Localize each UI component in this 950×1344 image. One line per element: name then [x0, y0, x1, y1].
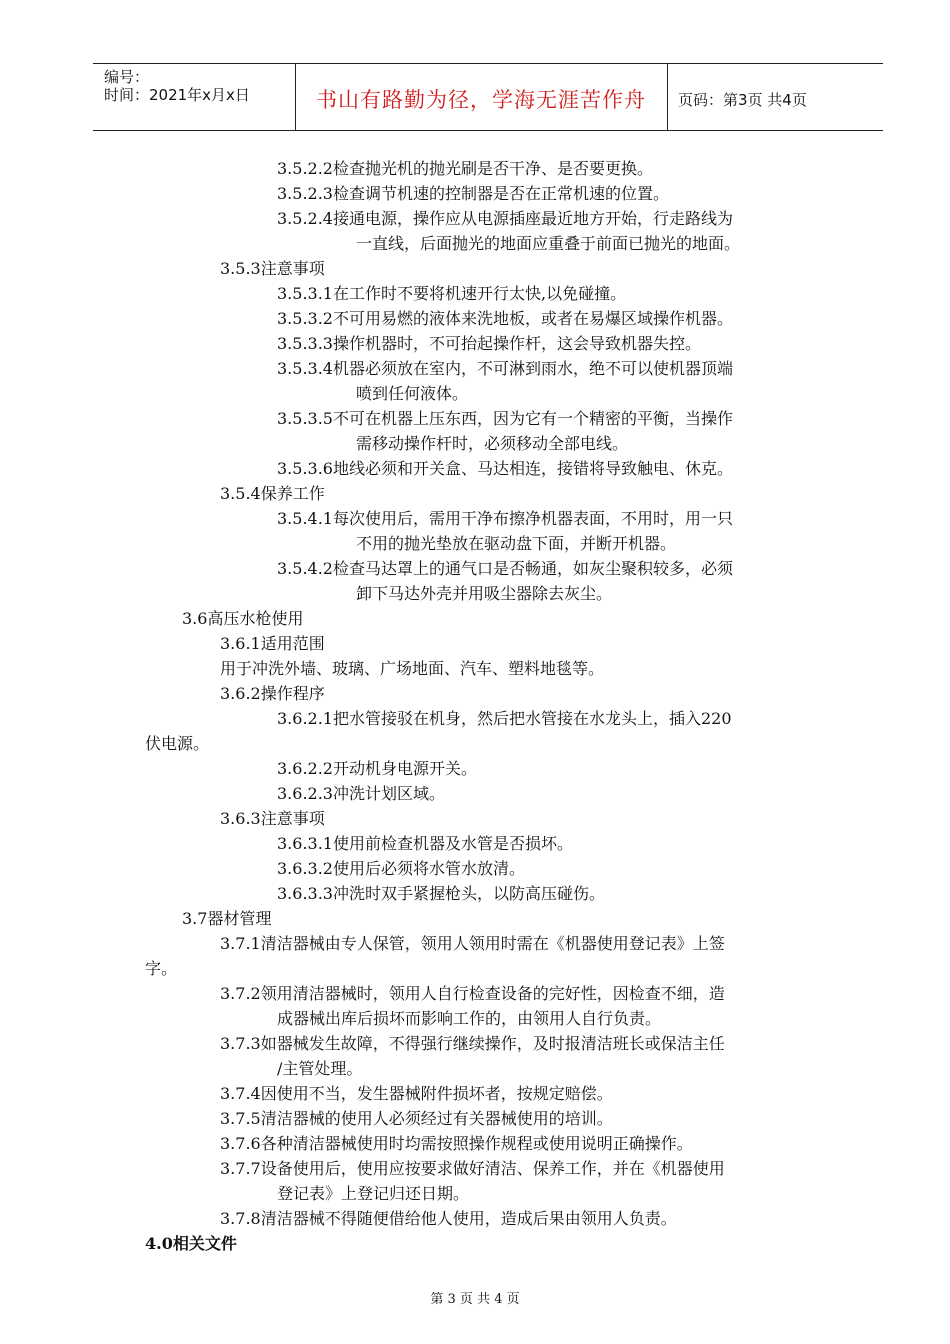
- text-line: 3.6.3.2使用后必须将水管水放清。: [277, 859, 525, 878]
- text-line: 不用的抛光垫放在驱动盘下面，并断开机器。: [356, 534, 677, 553]
- text-line: 3.7.7设备使用后，使用应按要求做好清洁、保养工作，并在《机器使用: [220, 1159, 725, 1178]
- text-line: 3.6.3.3冲洗时双手紧握枪头，以防高压碰伤。: [277, 884, 605, 903]
- text-line: 3.5.2.4接通电源，操作应从电源插座最近地方开始，行走路线为: [277, 209, 733, 228]
- text-line: 3.7.4因使用不当，发生器械附件损坏者，按规定赔偿。: [220, 1084, 613, 1103]
- text-line: 3.5.4.2检查马达罩上的通气口是否畅通，如灰尘聚积较多，必须: [277, 559, 733, 578]
- text-line: 3.5.3.1在工作时不要将机速开行太快,以免碰撞。: [277, 284, 627, 303]
- text-line: /主管处理。: [277, 1059, 363, 1078]
- text-line: 3.7.6各种清洁器械使用时均需按照操作规程或使用说明正确操作。: [220, 1134, 693, 1153]
- text-line: 3.5.2.3检查调节机速的控制器是否在正常机速的位置。: [277, 184, 669, 203]
- text-line: 成器械出库后损坏而影响工作的，由领用人自行负责。: [277, 1009, 662, 1028]
- section-heading: 3.5.3注意事项: [220, 259, 325, 278]
- text-line: 一直线，后面抛光的地面应重叠于前面已抛光的地面。: [356, 234, 741, 253]
- text-line: 3.7.3如器械发生故障，不得强行继续操作，及时报清洁班长或保洁主任: [220, 1034, 725, 1053]
- chapter-heading: 4.0相关文件: [145, 1234, 237, 1253]
- text-line: 3.7.5清洁器械的使用人必须经过有关器械使用的培训。: [220, 1109, 613, 1128]
- text-line: 3.7.1清洁器械由专人保管，领用人领用时需在《机器使用登记表》上签: [220, 934, 725, 953]
- text-line: 3.7.2领用清洁器械时，领用人自行检查设备的完好性，因检查不细，造: [220, 984, 725, 1003]
- text-line: 3.5.3.5不可在机器上压东西，因为它有一个精密的平衡，当操作: [277, 409, 733, 428]
- section-heading: 3.6高压水枪使用: [182, 609, 304, 628]
- text-line: 3.5.3.3操作机器时，不可抬起操作杆，这会导致机器失控。: [277, 334, 701, 353]
- section-heading: 3.6.3注意事项: [220, 809, 325, 828]
- text-line: 喷到任何液体。: [356, 384, 469, 403]
- text-line: 登记表》上登记归还日期。: [277, 1184, 470, 1203]
- text-line: 3.5.4.1每次使用后，需用干净布擦净机器表面，不用时，用一只: [277, 509, 733, 528]
- header-divider-right: [667, 64, 668, 130]
- page-footer: 第 3 页 共 4 页: [430, 1292, 520, 1307]
- text-line: 3.6.2.1把水管接驳在机身，然后把水管接在水龙头上，插入220: [277, 709, 732, 728]
- header-motto: 书山有路勤为径，学海无涯苦作舟: [316, 88, 646, 112]
- text-line: 3.5.2.2检查抛光机的抛光刷是否干净、是否要更换。: [277, 159, 653, 178]
- text-line: 3.5.3.6地线必须和开关盒、马达相连，接错将导致触电、休克。: [277, 459, 733, 478]
- section-heading: 3.6.2操作程序: [220, 684, 325, 703]
- section-heading: 3.7器材管理: [182, 909, 272, 928]
- text-line: 用于冲洗外墙、玻璃、广场地面、汽车、塑料地毯等。: [220, 659, 605, 678]
- text-line: 伏电源。: [145, 734, 210, 753]
- text-line: 3.6.3.1使用前检查机器及水管是否损坏。: [277, 834, 573, 853]
- text-line: 字。: [145, 959, 178, 978]
- section-heading: 3.5.4保养工作: [220, 484, 325, 503]
- text-line: 3.6.2.3冲洗计划区域。: [277, 784, 445, 803]
- header-top-rule: [93, 63, 883, 64]
- section-heading: 3.6.1适用范围: [220, 634, 325, 653]
- text-line: 需移动操作杆时，必须移动全部电线。: [356, 434, 629, 453]
- text-line: 3.7.8清洁器械不得随便借给他人使用，造成后果由领用人负责。: [220, 1209, 677, 1228]
- header-page-code: 页码：第3页 共4页: [678, 91, 807, 109]
- doc-time-label: 时间：2021年x月x日: [104, 86, 250, 104]
- text-line: 3.5.3.4机器必须放在室内，不可淋到雨水，绝不可以使机器顶端: [277, 359, 733, 378]
- text-line: 卸下马达外壳并用吸尘器除去灰尘。: [356, 584, 613, 603]
- header-bottom-rule: [93, 130, 883, 131]
- doc-number-label: 编号：: [104, 68, 150, 86]
- text-line: 3.5.3.2不可用易燃的液体来洗地板，或者在易爆区域操作机器。: [277, 309, 733, 328]
- text-line: 3.6.2.2开动机身电源开关。: [277, 759, 477, 778]
